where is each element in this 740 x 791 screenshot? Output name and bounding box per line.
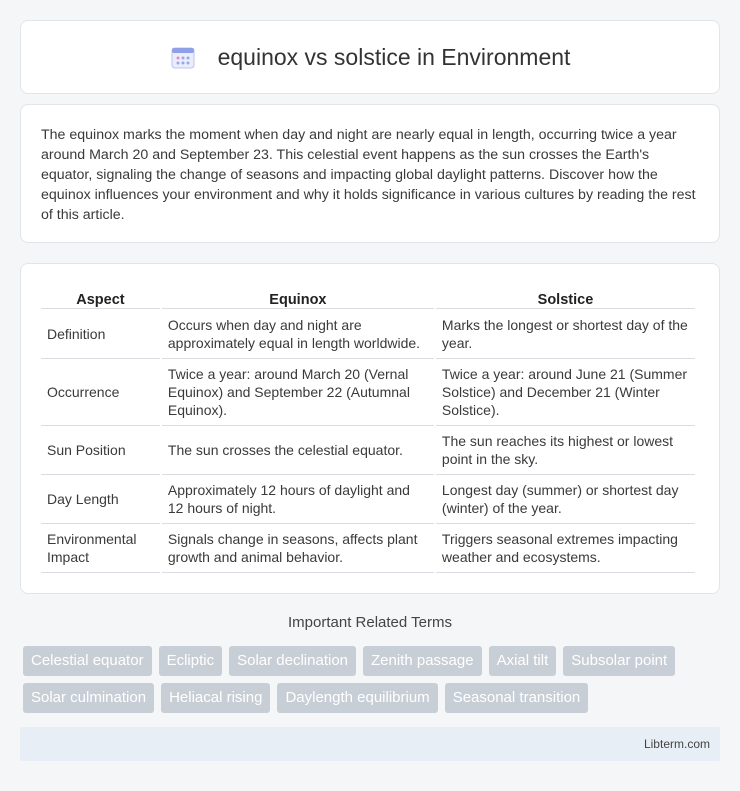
header-solstice: Solstice xyxy=(436,284,695,309)
cell-equinox: Twice a year: around March 20 (Vernal Equinox) and September 22 (Autumnal Equinox). xyxy=(162,359,434,426)
tag-zenith-passage[interactable]: Zenith passage xyxy=(363,646,482,676)
calendar-icon xyxy=(170,45,196,69)
table-row xyxy=(41,309,695,359)
table-header-row xyxy=(41,284,695,309)
table-row xyxy=(41,475,695,524)
tag-subsolar-point[interactable]: Subsolar point xyxy=(563,646,675,676)
cell-solstice: Triggers seasonal extremes impacting weather and ecosystems. xyxy=(436,524,695,573)
tag-solar-declination[interactable]: Solar declination xyxy=(229,646,356,676)
comparison-card xyxy=(20,263,720,594)
cell-aspect: Occurrence xyxy=(41,359,160,426)
cell-aspect: Definition xyxy=(41,309,160,359)
table-row xyxy=(41,524,695,573)
related-terms-title: Important Related Terms xyxy=(288,614,452,631)
table-row xyxy=(41,426,695,475)
table-row xyxy=(41,359,695,426)
footer-site-link[interactable]: Libterm.com xyxy=(643,737,710,751)
tag-solar-culmination[interactable]: Solar culmination xyxy=(23,683,154,713)
tag-daylength-equilibrium[interactable]: Daylength equilibrium xyxy=(277,683,437,713)
related-terms-list xyxy=(23,646,723,713)
tag-heliacal-rising[interactable]: Heliacal rising xyxy=(161,683,270,713)
cell-solstice: Twice a year: around June 21 (Summer Solstice) and December 21 (Winter Solstice). xyxy=(436,359,695,426)
cell-equinox: Signals change in seasons, affects plant growth and animal behavior. xyxy=(162,524,434,573)
tag-seasonal-transition[interactable]: Seasonal transition xyxy=(445,683,589,713)
cell-equinox: The sun crosses the celestial equator. xyxy=(162,426,434,475)
cell-equinox: Occurs when day and night are approximately equal in length worldwide. xyxy=(162,309,434,359)
cell-aspect: Sun Position xyxy=(41,426,160,475)
cell-solstice: The sun reaches its highest or lowest point in the sky. xyxy=(436,426,695,475)
cell-equinox: Approximately 12 hours of daylight and 12 hours of night. xyxy=(162,475,434,524)
cell-solstice: Marks the longest or shortest day of the year. xyxy=(436,309,695,359)
cell-aspect: Day Length xyxy=(41,475,160,524)
header-aspect: Aspect xyxy=(41,284,160,309)
tag-celestial-equator[interactable]: Celestial equator xyxy=(23,646,152,676)
footer xyxy=(20,727,720,761)
tag-axial-tilt[interactable]: Axial tilt xyxy=(489,646,557,676)
intro-card xyxy=(20,104,720,243)
header-equinox: Equinox xyxy=(162,284,434,309)
comparison-table xyxy=(39,284,697,573)
cell-aspect: Environmental Impact xyxy=(41,524,160,573)
cell-solstice: Longest day (summer) or shortest day (winter) of the year. xyxy=(436,475,695,524)
tag-ecliptic[interactable]: Ecliptic xyxy=(159,646,223,676)
header-card xyxy=(20,20,720,94)
page-title: equinox vs solstice in Environment xyxy=(217,43,571,70)
intro-text: The equinox marks the moment when day and night are nearly equal in length, occurring twice a year around March 20 and September 23. This celestial event happens as the sun crosses the Earth's equator, signaling the change of seasons and impacting global daylight patterns. Discover how the equinox influences your environment and why it holds significance in various cultures by reading the rest of this article. xyxy=(41,127,696,223)
